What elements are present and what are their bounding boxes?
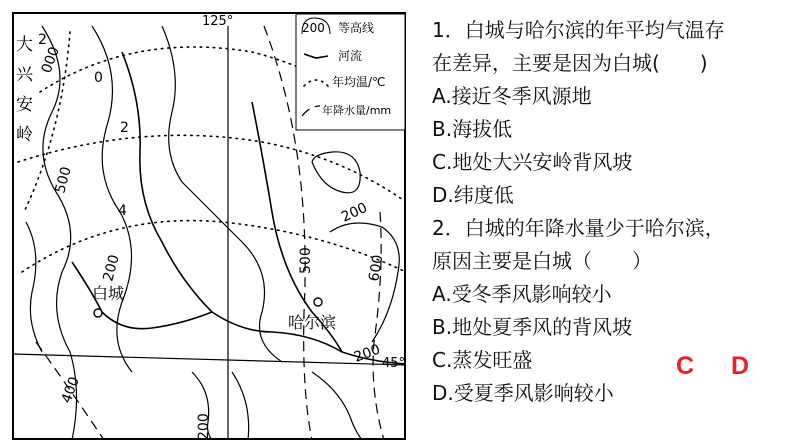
daxinganling-char: 兴 (16, 65, 33, 85)
legend-river-text: 河流 (338, 49, 363, 63)
legend-isotherm-text: 年均温/℃ (332, 75, 386, 89)
contour-label: 500 (298, 247, 314, 274)
question-1-stem: 在差异，主要是因为白城( ) (432, 51, 708, 75)
isotherm-label: 0 (94, 70, 103, 86)
legend-contour-sample: 200 (302, 21, 325, 35)
longitude-label: 125° (202, 14, 234, 29)
isotherm-label: 2 (120, 120, 129, 136)
daxinganling-char: 岭 (16, 125, 33, 145)
contour-label: 500 (52, 165, 75, 196)
daxinganling-char: 大 (16, 35, 33, 55)
isotherm-line (22, 221, 406, 272)
contour-line (312, 372, 362, 440)
harbin-label: 哈尔滨 (288, 313, 337, 332)
question-2-option-c: C.蒸发旺盛 (432, 348, 533, 372)
question-2-option-d: D.受夏季风影响较小 (432, 381, 614, 405)
map-legend (296, 14, 405, 130)
question-1-stem: 1．白城与哈尔滨的年平均气温存 (432, 18, 725, 42)
legend-isohyet-text: 年降水量/mm (322, 104, 392, 117)
question-1-option-b: B.海拔低 (432, 117, 513, 141)
contour-label: 200 (100, 253, 123, 284)
baicheng-marker (94, 309, 102, 317)
contour-label: 600 (366, 253, 387, 283)
question-2-stem: 原因主要是白城（ ） (432, 249, 652, 273)
harbin-marker (314, 298, 322, 306)
contour-line (162, 26, 282, 362)
contour-label: 200 (196, 413, 212, 440)
latitude-label: 45° (382, 356, 406, 371)
question-1-option-d: D.纬度低 (432, 183, 514, 207)
contour-label: 200 (351, 341, 383, 366)
isotherm-line (18, 135, 406, 202)
daxinganling-char: 安 (16, 95, 33, 115)
isotherm-label: 2 (38, 32, 47, 48)
question-2-stem: 2．白城的年降水量少于哈尔滨， (432, 216, 725, 240)
contour-label: 200 (338, 199, 370, 226)
answer-1: C (676, 352, 695, 380)
question-1-option-c: C.地处大兴安岭背风坡 (432, 150, 633, 174)
contour-label: 400 (58, 374, 83, 406)
legend-contour-text: 等高线 (338, 21, 375, 35)
isohyet-line (373, 212, 384, 440)
question-1-option-a: A.接近冬季风源地 (432, 84, 592, 108)
contour-line (26, 222, 42, 352)
contour-climate-map (12, 12, 406, 440)
answer-2: D (731, 352, 750, 380)
question-2-option-a: A.受冬季风影响较小 (432, 282, 612, 306)
baicheng-label: 白城 (92, 284, 125, 303)
contour-label: 000 (38, 44, 63, 76)
contour-line (330, 223, 399, 342)
question-2-option-b: B.地处夏季风的背风坡 (432, 315, 633, 339)
contour-line (232, 372, 249, 440)
isotherm-label: 4 (118, 203, 127, 219)
question-text (432, 14, 784, 410)
